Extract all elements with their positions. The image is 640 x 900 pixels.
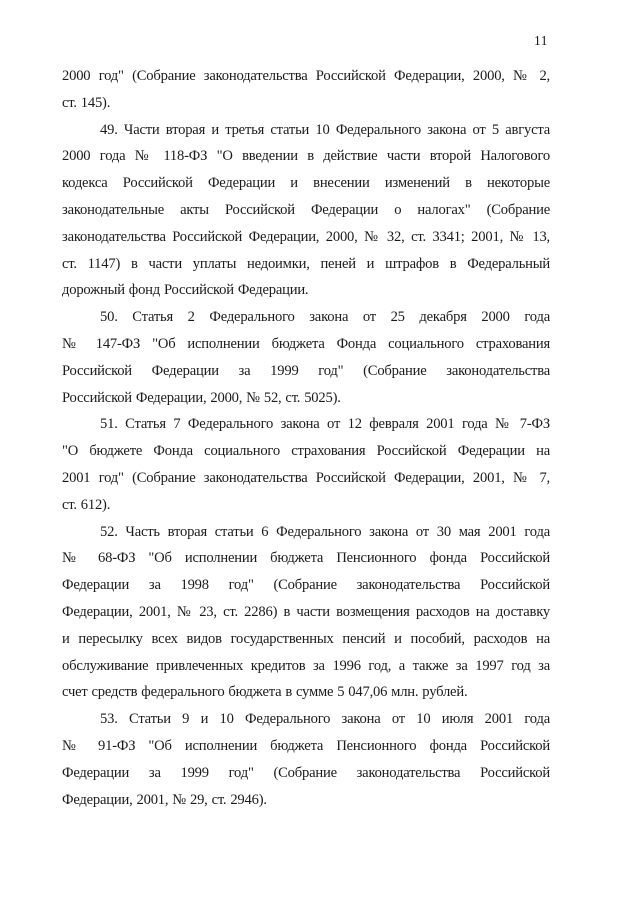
text-line: Федерации за 1998 год" (Собрание законодательства Российской [62,577,550,594]
text-line: и пересылку всех видов государственных пенсий и пособий, расходов на [62,630,550,647]
text-line: 53. Статьи 9 и 10 Федерального закона от 10 июля 2001 года [100,711,550,728]
text-line: 51. Статья 7 Федерального закона от 12 февраля 2001 года № 7-ФЗ [100,416,550,433]
page-number: 11 [534,33,548,48]
text-line: № 68-ФЗ "Об исполнении бюджета Пенсионного фонда Российской [62,550,550,567]
text-line: № 147-ФЗ "Об исполнении бюджета Фонда социального страхования [62,335,550,352]
text-line: счет средств федерального бюджета в сумме 5 047,06 млн. рублей. [62,684,468,701]
text-line: Федерации за 1999 год" (Собрание законодательства Российской [62,764,550,781]
text-line: дорожный фонд Российской Федерации. [62,282,309,299]
text-line: 52. Часть вторая статьи 6 Федерального закона от 30 мая 2001 года [100,523,550,540]
text-line: 49. Части вторая и третья статьи 10 Федерального закона от 5 августа [100,121,550,138]
text-line: ст. 612). [62,496,111,513]
text-line: 2001 год" (Собрание законодательства Российской Федерации, 2001, № 7, [62,469,550,486]
text-line: законодательные акты Российской Федерации о налогах" (Собрание [62,201,550,218]
text-line: ст. 145). [62,94,111,111]
page-body [62,63,550,813]
text-line: Российской Федерации, 2000, № 52, ст. 5025). [62,389,341,406]
text-line: кодекса Российской Федерации и внесении изменений в некоторые [62,175,550,192]
text-line: 50. Статья 2 Федерального закона от 25 декабря 2000 года [100,309,550,326]
text-line: Российской Федерации за 1999 год" (Собрание законодательства [62,362,550,379]
text-line: 2000 года № 118-ФЗ "О введении в действие части второй Налогового [62,148,550,165]
text-line: законодательства Российской Федерации, 2000, № 32, ст. 3341; 2001, № 13, [62,228,550,245]
text-line: "О бюджете Фонда социального страхования Российской Федерации на [62,443,550,460]
text-line: обслуживание привлеченных кредитов за 1996 год, а также за 1997 год за [62,657,550,674]
text-line: ст. 1147) в части уплаты недоимки, пеней и штрафов в Федеральный [62,255,550,272]
text-line: № 91-ФЗ "Об исполнении бюджета Пенсионного фонда Российской [62,737,550,754]
text-line: 2000 год" (Собрание законодательства Российской Федерации, 2000, № 2, [62,68,550,84]
text-line: Федерации, 2001, № 23, ст. 2286) в части возмещения расходов на доставку [62,603,550,620]
text-line: Федерации, 2001, № 29, ст. 2946). [62,791,267,808]
